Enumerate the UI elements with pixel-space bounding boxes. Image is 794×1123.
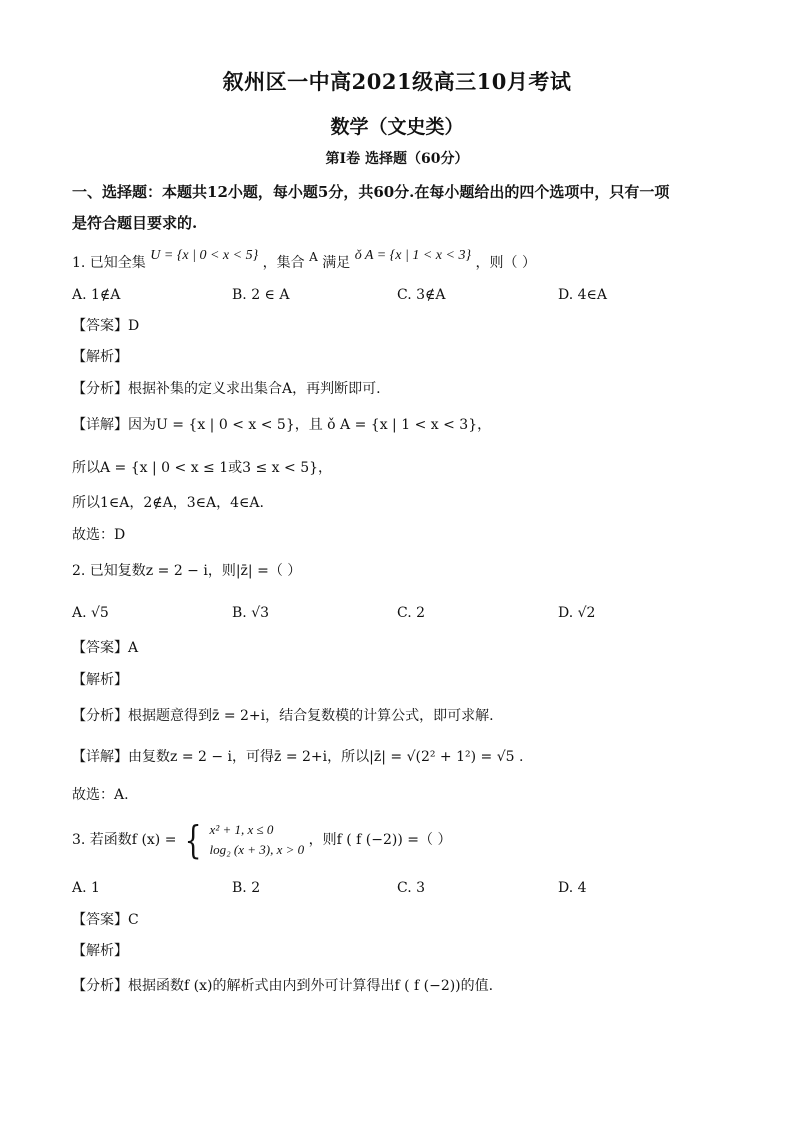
q1-option-a: A. 1∉A (72, 287, 121, 303)
q2-fenxi (72, 705, 494, 727)
q1-detail-line1: 因为U = {x | 0 < x < 5}，且 ǒ A = {x | 1 < x < 3}， (128, 417, 492, 433)
q2-option-a: A. √5 (72, 605, 109, 621)
q3-option-c: C. 3 (397, 880, 426, 896)
q2-detail-text: 由复数z = 2 − i，可得z̄ = 2+i，所以|z̄| = √(2² + 1²) = √5 . (128, 749, 524, 765)
instructions-line2: 是符合题目要求的. (72, 214, 198, 232)
q2-answer-value: A (128, 640, 139, 656)
q2-fenxi-tag: 【分析】 (72, 708, 128, 724)
q1-answer-value: D (128, 318, 140, 334)
q1-detail (72, 414, 491, 436)
q3-option-a: A. 1 (72, 880, 100, 896)
q3-option-d: D. 4 (558, 880, 587, 896)
q3-case-1: x² + 1, x ≤ 0 (209, 822, 274, 837)
q1-stem-prefix: 1. 已知全集 (72, 255, 146, 271)
q3-case-2: log₂ (x + 3), x > 0 (209, 842, 305, 857)
q1-choice: 故选：D (72, 527, 126, 543)
section-title: 第I卷 选择题（60分） (325, 151, 469, 167)
q3-piecewise (210, 820, 305, 860)
q1-complement: ǒ A = {x | 1 < x < 3} (354, 248, 472, 263)
q1-stem-mid2: 满足 (322, 255, 351, 271)
q3-answer (72, 909, 139, 931)
q3-fenxi (72, 975, 493, 997)
q1-detail-tag: 【详解】 (72, 417, 128, 433)
q1-stem-mid: ，集合 (262, 255, 305, 271)
q3-stem-prefix: 3. 若函数f (x) = (72, 832, 177, 848)
q2-choice: 故选：A. (72, 787, 129, 803)
q2-analysis-tag: 【解析】 (72, 672, 128, 688)
q2-option-c: C. 2 (397, 605, 426, 621)
q3-stem-suffix: ，则f ( f (−2)) =（ ） (308, 832, 452, 848)
q3-fenxi-text: 根据函数f (x)的解析式由内到外可计算得出f ( f (−2))的值. (128, 978, 494, 994)
q3-brace: { (184, 818, 202, 862)
q2-answer-tag: 【答案】 (72, 640, 128, 656)
q3-option-b: B. 2 (232, 880, 261, 896)
exam-subject: 数学（文史类） (330, 116, 464, 138)
exam-title: 叙州区一中高2021级高三10月考试 (222, 69, 572, 94)
q3-fenxi-tag: 【分析】 (72, 978, 128, 994)
question-2-stem: 2. 已知复数z = 2 − i，则|z̄| =（ ） (72, 563, 302, 579)
q3-answer-value: C (128, 912, 139, 928)
q2-detail (72, 746, 523, 768)
q1-detail-line2: 所以A = {x | 0 < x ≤ 1或3 ≤ x < 5}， (72, 460, 333, 476)
q2-answer (72, 637, 138, 659)
question-1-stem (72, 248, 536, 275)
q3-analysis-tag: 【解析】 (72, 943, 128, 959)
q1-fenxi (72, 378, 381, 400)
q2-option-b: B. √3 (232, 605, 270, 621)
q1-set-a: A (309, 250, 318, 264)
q1-answer (72, 315, 139, 337)
q2-fenxi-text: 根据题意得到z̄ = 2+i，结合复数模的计算公式，即可求解. (128, 708, 494, 724)
question-3-stem (72, 818, 451, 862)
q1-analysis-tag: 【解析】 (72, 349, 128, 365)
q2-detail-tag: 【详解】 (72, 749, 128, 765)
q1-option-b: B. 2 ∈ A (232, 287, 290, 303)
q1-set-u: U = {x | 0 < x < 5} (150, 248, 259, 263)
q1-fenxi-text: 根据补集的定义求出集合A，再判断即可. (128, 381, 381, 397)
q1-option-c: C. 3∉A (397, 287, 446, 303)
q1-fenxi-tag: 【分析】 (72, 381, 128, 397)
q3-answer-tag: 【答案】 (72, 912, 128, 928)
q2-option-d: D. √2 (558, 605, 596, 621)
q1-stem-suffix: ，则（ ） (475, 255, 536, 271)
q1-answer-tag: 【答案】 (72, 318, 128, 334)
instructions-line1: 一、选择题：本题共12小题，每小题5分，共60分.在每小题给出的四个选项中，只有一项 (72, 183, 670, 201)
q1-option-d: D. 4∈A (558, 287, 608, 303)
q1-detail-line3: 所以1∈A，2∉A，3∈A，4∈A. (72, 495, 264, 511)
